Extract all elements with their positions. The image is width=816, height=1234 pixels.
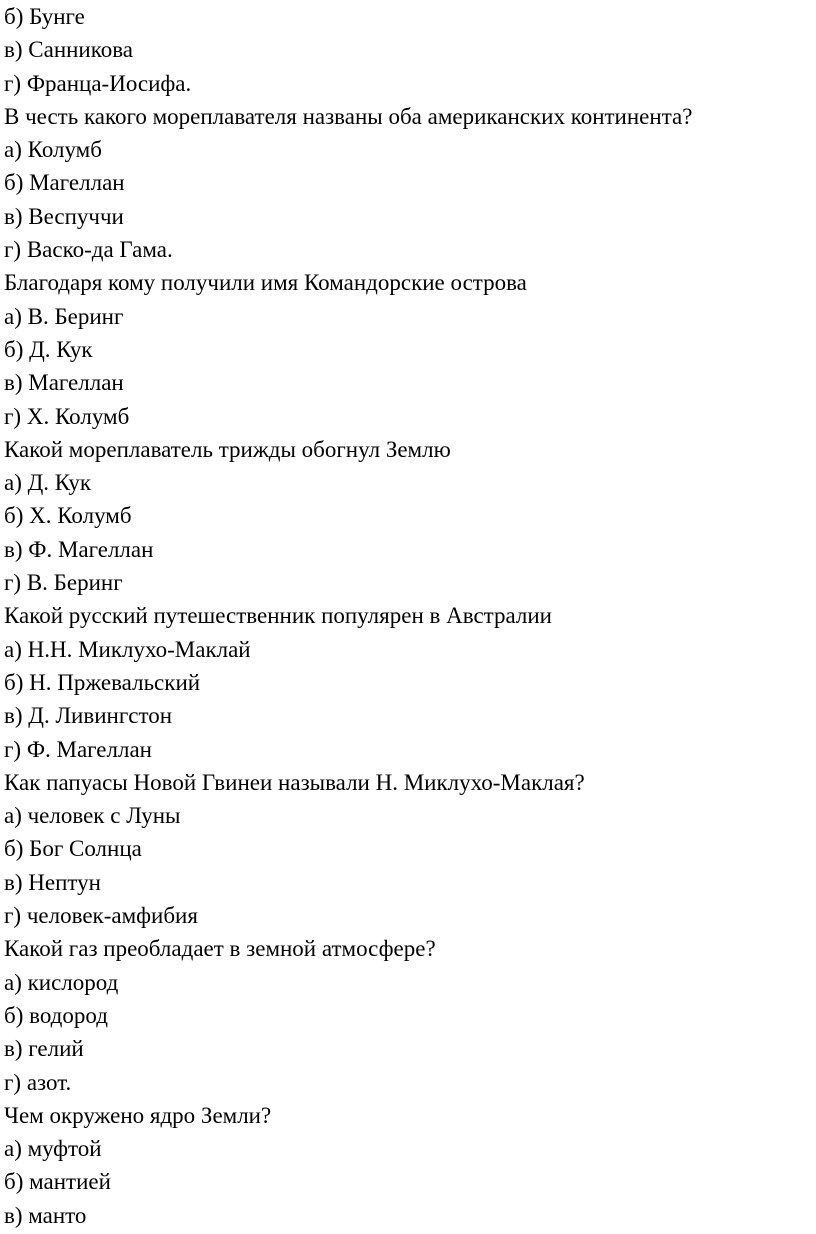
answer-option: б) мантией [4, 1169, 111, 1195]
answer-option: б) водород [4, 1002, 108, 1028]
answer-option: а) Колумб [4, 137, 102, 163]
answer-option: б) Х. Колумб [4, 503, 132, 529]
answer-option: в) Веспуччи [4, 203, 124, 229]
answer-option: в) Ф. Магеллан [4, 536, 154, 562]
document-body [4, 0, 804, 1232]
answer-option: в) Магеллан [4, 370, 124, 396]
answer-option: б) Д. Кук [4, 336, 93, 362]
answer-option: б) Бунге [4, 4, 85, 29]
question-text: Благодаря кому получили имя Командорские острова [4, 270, 527, 296]
answer-option: г) Франца-Иосифа. [4, 70, 192, 96]
question-text: Чем окружено ядро Земли? [4, 1102, 272, 1128]
answer-option: г) Васко-да Гама. [4, 237, 173, 263]
answer-option: г) человек-амфибия [4, 903, 198, 929]
answer-option: а) человек с Луны [4, 803, 181, 829]
question-text: Как папуасы Новой Гвинеи называли Н. Миклухо-Маклая? [4, 769, 585, 795]
answer-option: в) Д. Ливингстон [4, 703, 173, 729]
answer-option: г) В. Беринг [4, 570, 123, 596]
answer-option: в) гелий [4, 1036, 84, 1062]
answer-option: а) Н.Н. Миклухо-Маклай [4, 636, 251, 662]
question-text: Какой русский путешественник популярен в Австралии [4, 603, 552, 629]
answer-option: б) Магеллан [4, 170, 125, 196]
answer-option: г) Ф. Магеллан [4, 736, 152, 762]
answer-option: а) кислород [4, 969, 119, 995]
question-text: Какой газ преобладает в земной атмосфере? [4, 936, 436, 962]
answer-option: г) Х. Колумб [4, 403, 130, 429]
answer-option: в) Нептун [4, 869, 101, 895]
question-text: В честь какого мореплавателя названы оба американских континента? [4, 103, 693, 129]
answer-option: в) Санникова [4, 37, 134, 63]
answer-option: б) Н. Пржевальский [4, 669, 201, 695]
answer-option: в) манто [4, 1202, 87, 1228]
answer-option: а) В. Беринг [4, 303, 124, 329]
answer-option: а) муфтой [4, 1136, 102, 1162]
answer-option: б) Бог Солнца [4, 836, 142, 862]
answer-option: а) Д. Кук [4, 470, 92, 496]
question-text: Какой мореплаватель трижды обогнул Землю [4, 436, 451, 462]
answer-option: г) азот. [4, 1069, 72, 1095]
